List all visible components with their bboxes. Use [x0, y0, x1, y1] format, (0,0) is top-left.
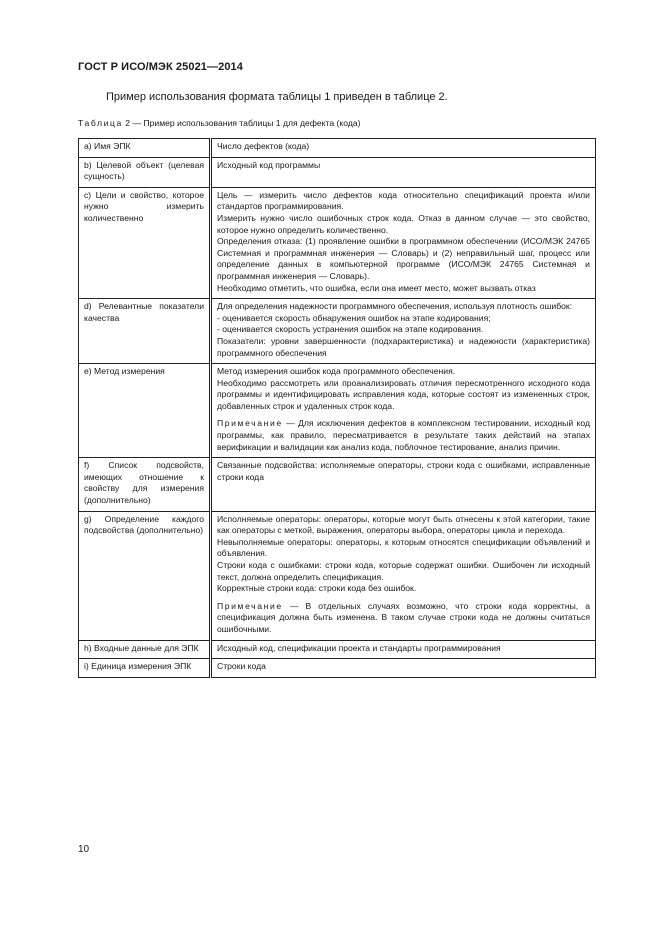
table-row: [79, 364, 596, 458]
row-property-cell: g) Определение каждого подсвойства (дополнительно): [79, 511, 211, 640]
cell-note: [217, 418, 590, 453]
table-row: [79, 458, 596, 511]
cell-note: [217, 601, 590, 636]
cell-paragraph: Показатели: уровни завершенности (подхарактеристика) и надежности (характеристика) программного обеспечения: [217, 335, 590, 358]
table-row: [79, 659, 596, 678]
table-row: [79, 187, 596, 298]
intro-paragraph: Пример использования формата таблицы 1 приведен в таблице 2.: [106, 91, 448, 103]
cell-paragraph: Корректные строки кода: строки кода без ошибок.: [217, 583, 417, 594]
row-value-cell: [211, 139, 596, 158]
row-property-cell: i) Единица измерения ЭПК: [79, 659, 211, 678]
row-property-cell: b) Целевой объект (целевая сущность): [79, 157, 211, 187]
cell-paragraph: - оценивается скорость обнаружения ошибок на этапе кодирования;: [217, 312, 491, 323]
cell-paragraph: Строки кода с ошибками: строки кода, которые содержат ошибки. Ошибочен ли исходный текст, должна определить спецификация.: [217, 560, 590, 582]
note-label: Примечание: [217, 418, 283, 429]
row-value-cell: [211, 157, 596, 187]
cell-paragraph: Исполняемые операторы: операторы, которые могут быть отнесены к этой категории, такие как операторы с меткой, выражения, операторы выбора, операторы цикла и перехода.: [217, 513, 590, 536]
row-property-cell: c) Цели и свойство, которое нужно измерить количественно: [79, 187, 211, 298]
row-value-cell: [211, 659, 596, 678]
table-row: [79, 157, 596, 187]
note-label: Примечание: [217, 600, 283, 611]
row-property-cell: d) Релевантные показатели качества: [79, 299, 211, 364]
row-value-cell: [211, 299, 596, 364]
cell-paragraph: - оценивается скорость устранения ошибок на этапе кодирования.: [217, 324, 484, 335]
cell-paragraph: Необходимо рассмотреть или проанализировать отличия пересмотренного исходного кода программы и идентифицировать исправления кода, которые состоят из измененных строк, добавленных строк и удаленных строк кода.: [217, 377, 590, 411]
row-property-cell: h) Входные данные для ЭПК: [79, 640, 211, 659]
table-caption-text: 2 — Пример использования таблицы 1 для дефекта (кода): [122, 118, 361, 128]
cell-paragraph: Необходимо отметить, что ошибка, если она имеет место, может вызвать отказ: [217, 282, 536, 293]
cell-paragraph: Исходный код, спецификации проекта и стандарты программирования: [217, 642, 501, 653]
cell-paragraph: Исходный код программы: [217, 159, 321, 170]
row-property-cell: e) Метод измерения: [79, 364, 211, 458]
table-row: [79, 511, 596, 640]
cell-paragraph: Определения отказа: (1) проявление ошибки в программном обеспечении (ИСО/МЭК 24765 Системная и программная инженерия — Словарь) и (2) неправильный шаг, процесс или определение данных в компьютерной программе (ИСО/МЭК 24765 Системная и программная инженерия — Словарь).: [217, 236, 590, 281]
row-property-cell: f) Список подсвойств, имеющих отношение к свойству для измерения (дополнительно): [79, 458, 211, 511]
cell-paragraph: Невыполняемые операторы: операторы, к которым относятся спецификации объявлений и объявления.: [217, 536, 590, 559]
cell-paragraph: Для определения надежности программного обеспечения, используя плотность ошибок:: [217, 301, 573, 312]
row-property-cell: a) Имя ЭПК: [79, 139, 211, 158]
row-value-cell: [211, 640, 596, 659]
spec-table-body: [79, 139, 596, 678]
note-text: — В отдельных случаях возможно, что строки кода корректны, а спецификация должна быть изменена. В таком случае строки кода не должны считаться ошибочными.: [217, 600, 590, 634]
cell-paragraph: Измерить нужно число ошибочных строк кода. Отказ в данном случае — это свойство, которое нужно определить количественно.: [217, 212, 590, 235]
table-row: [79, 139, 596, 158]
spec-table: [78, 138, 596, 678]
cell-paragraph: Цель — измерить число дефектов кода относительно спецификаций проекта и/или стандартов программирования.: [217, 189, 590, 212]
row-value-cell: [211, 364, 596, 458]
page-number: 10: [78, 844, 90, 855]
cell-paragraph: Строки кода: [217, 661, 266, 672]
cell-paragraph: Связанные подсвойства: исполняемые операторы, строки кода с ошибками, исправленные строки кода: [217, 460, 590, 482]
cell-paragraph: Метод измерения ошибок кода программного обеспечения.: [217, 366, 456, 377]
row-value-cell: [211, 511, 596, 640]
table-row: [79, 299, 596, 364]
row-value-cell: [211, 187, 596, 298]
row-value-cell: [211, 458, 596, 511]
table-caption: [78, 118, 361, 128]
note-text: — Для исключения дефектов в комплексном тестировании, исходный код программы, как правило, пересматривается в результате таких действий на этапах верификации и валидации как анализ кода, поблочное тестирование, анализ причин.: [217, 418, 590, 452]
cell-paragraph: Число дефектов (кода): [217, 141, 310, 151]
document-header: ГОСТ Р ИСО/МЭК 25021—2014: [78, 61, 243, 73]
table-row: [79, 640, 596, 659]
table-caption-label: Таблица: [78, 118, 123, 128]
